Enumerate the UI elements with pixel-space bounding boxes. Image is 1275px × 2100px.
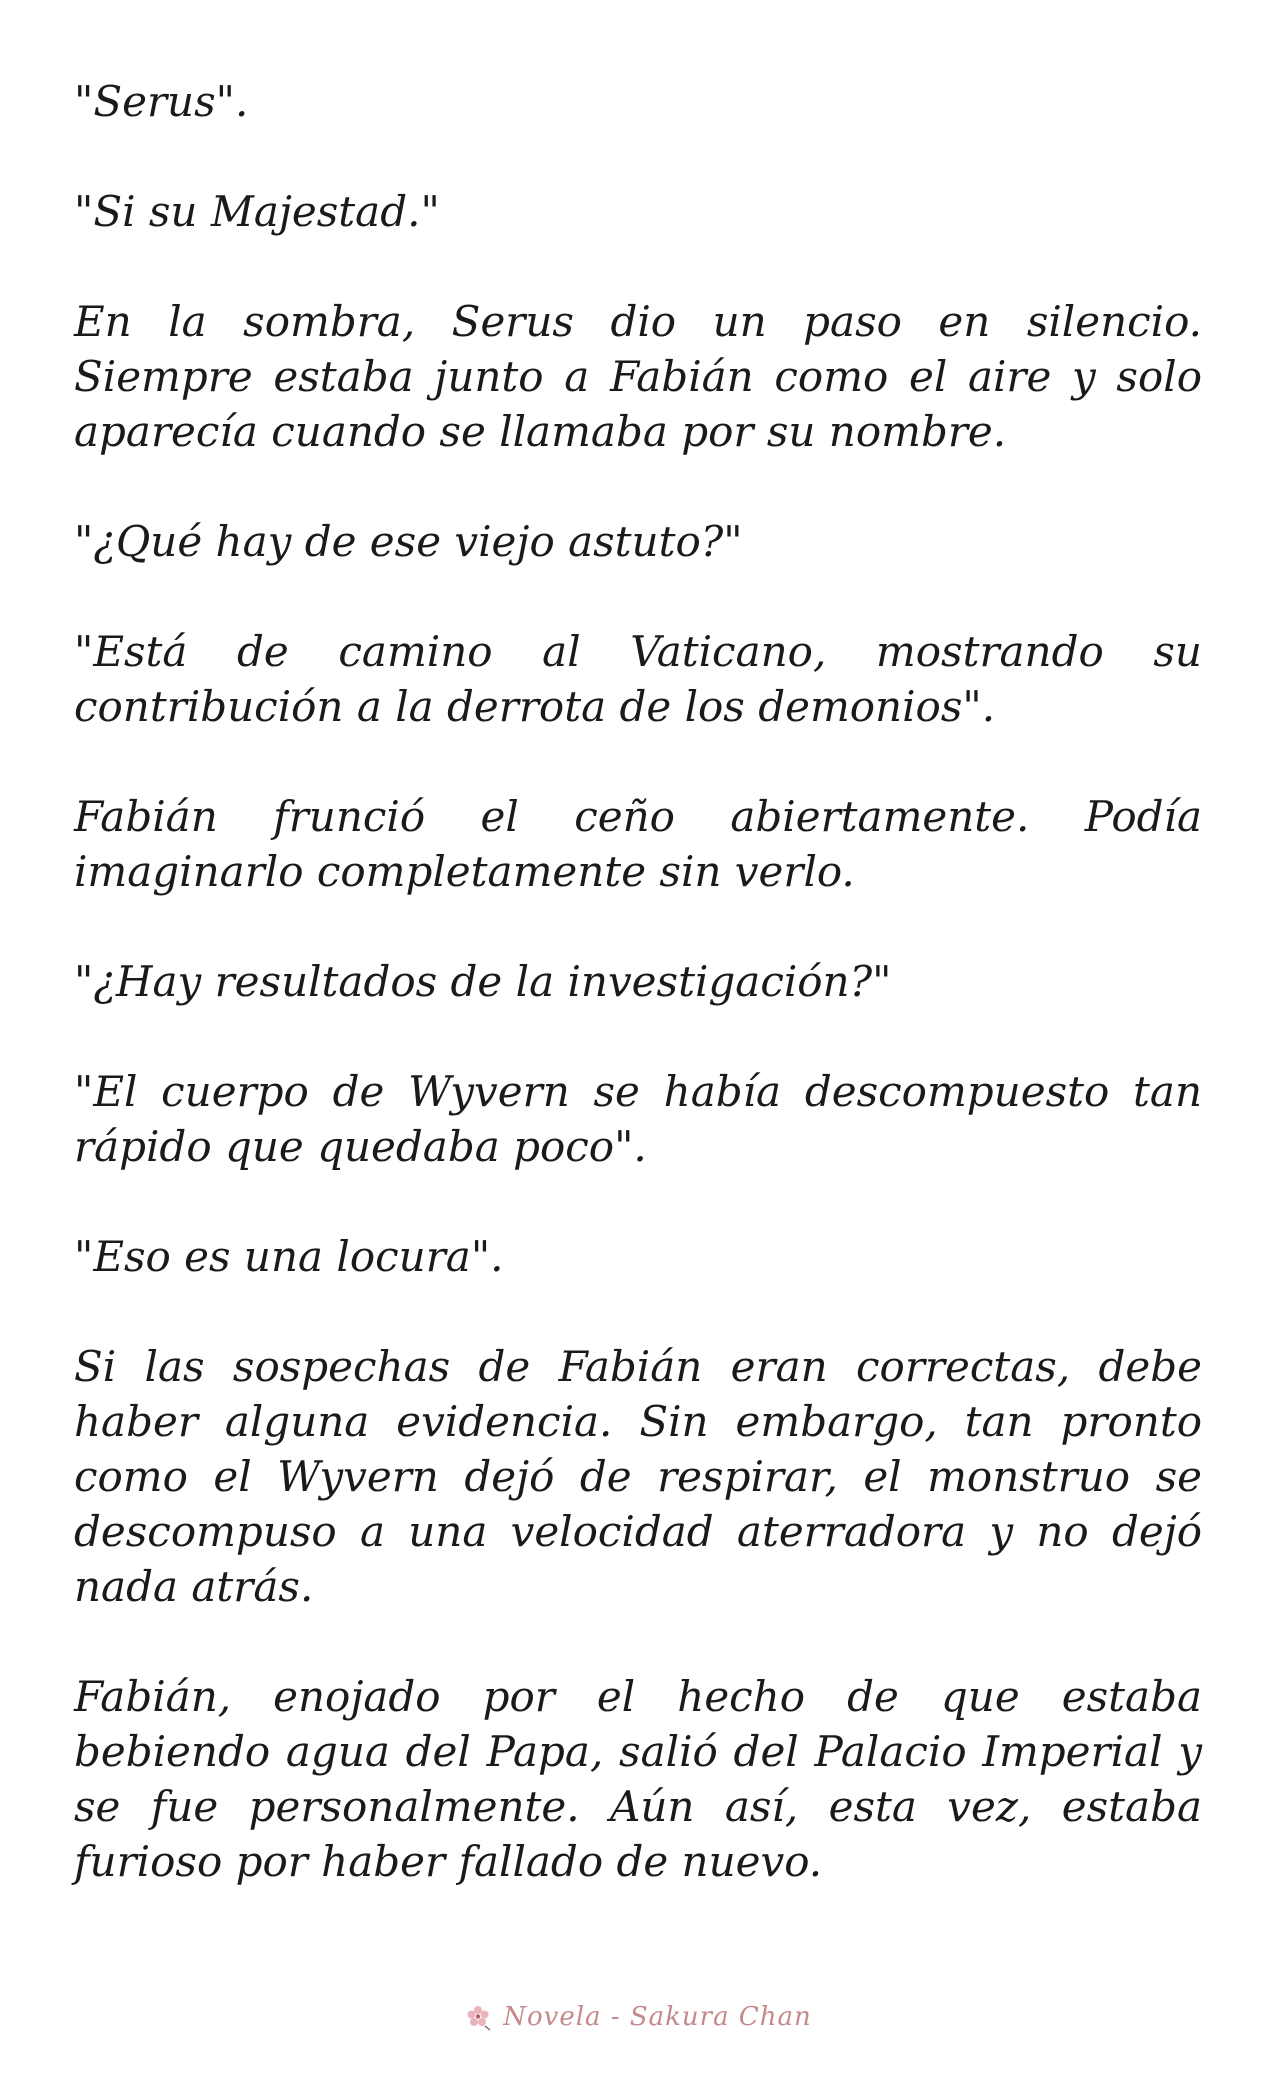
paragraph-6: Fabián frunció el ceño abiertamente. Podía imaginarlo completamente sin verlo. xyxy=(74,792,1202,896)
paragraph-2: "Si su Majestad." xyxy=(74,187,440,236)
paragraph-3: En la sombra, Serus dio un paso en silencio. Siempre estaba junto a Fabián como el aire y solo aparecía cuando se llamaba por su nombre. xyxy=(74,297,1202,456)
paragraph-8: "El cuerpo de Wyvern se había descompuesto tan rápido que quedaba poco". xyxy=(74,1067,1202,1171)
paragraph-1: "Serus". xyxy=(74,77,249,126)
text-column xyxy=(74,74,1202,1889)
paragraph-5: "Está de camino al Vaticano, mostrando su contribución a la derrota de los demonios". xyxy=(74,627,1202,731)
paragraph-10: Si las sospechas de Fabián eran correctas, debe haber alguna evidencia. Sin embargo, tan pronto como el Wyvern dejó de respirar, el monstruo se descompuso a una velocidad aterradora y no dejó nada atrás. xyxy=(74,1342,1202,1611)
paragraph-7: "¿Hay resultados de la investigación?" xyxy=(74,957,892,1006)
sakura-blossom-icon xyxy=(463,2002,493,2032)
paragraph-4: "¿Qué hay de ese viejo astuto?" xyxy=(74,517,743,566)
watermark xyxy=(0,1992,1275,2042)
watermark-text: Novela - Sakura Chan xyxy=(503,2002,812,2032)
paragraph-9: "Eso es una locura". xyxy=(74,1232,504,1281)
paragraph-11: Fabián, enojado por el hecho de que estaba bebiendo agua del Papa, salió del Palacio Imperial y se fue personalmente. Aún así, esta vez, estaba furioso por haber fallado de nuevo. xyxy=(74,1672,1202,1886)
